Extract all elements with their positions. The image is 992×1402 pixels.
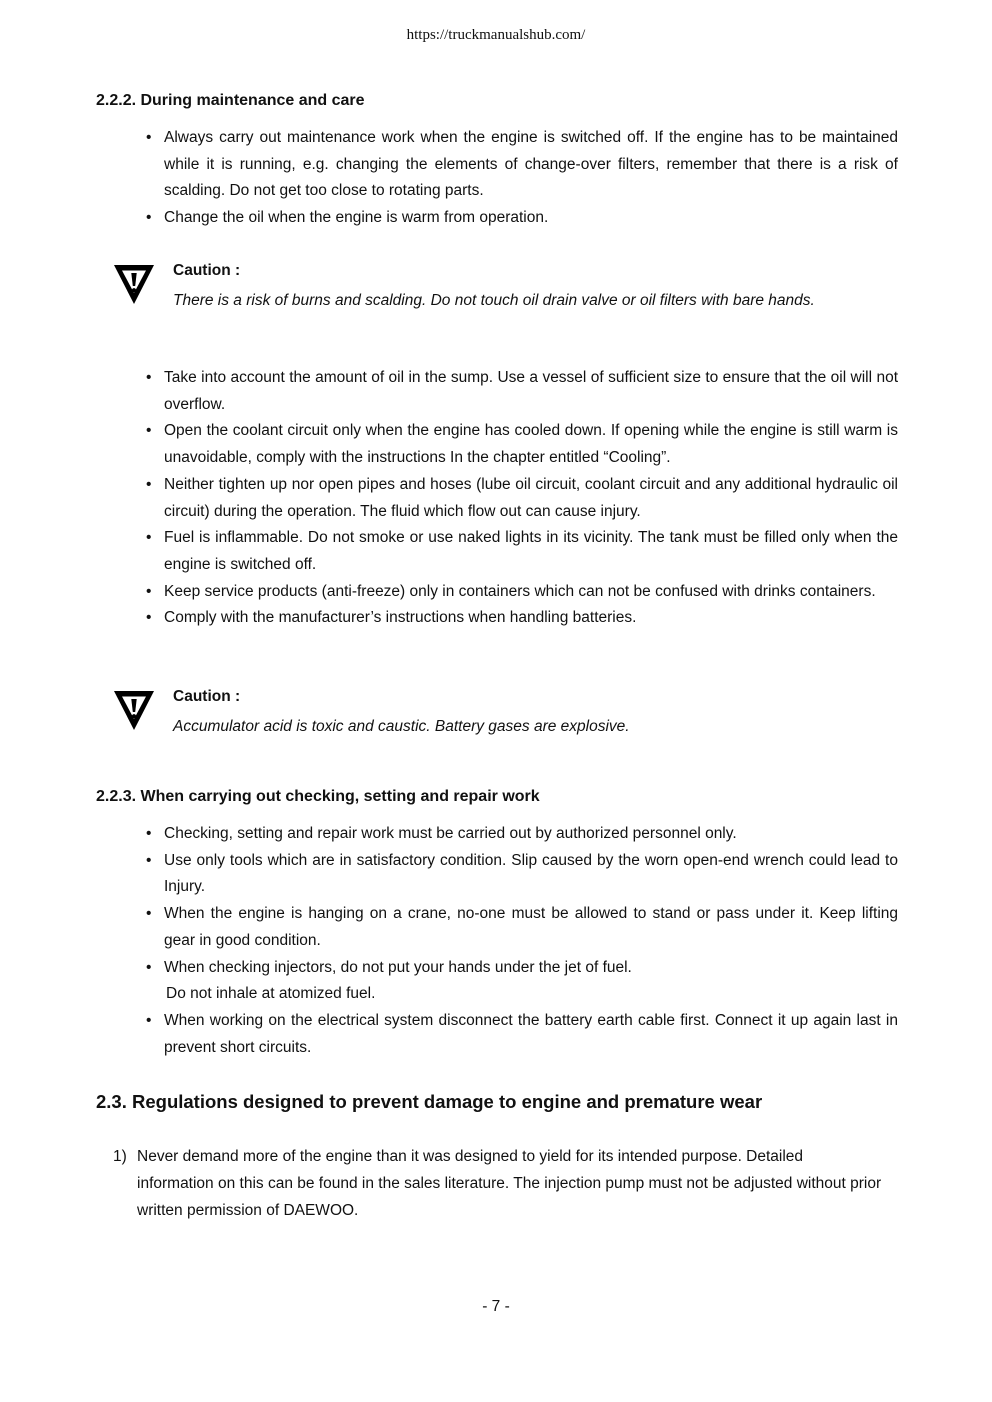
list-item: • Neither tighten up nor open pipes and hoses (lube oil circuit, coolant circuit and any additional hydraulic oil circuit) during the operation. The fluid which flow out can cause injury. <box>146 475 898 520</box>
warning-triangle-icon <box>112 688 156 732</box>
list-item: • Open the coolant circuit only when the engine has cooled down. If opening while the engine is still warm is unavoidable, comply with the instructions In the chapter entitled “Cooling”. <box>146 422 898 467</box>
caution-title: Caution : <box>173 262 241 279</box>
warning-triangle-icon <box>112 262 156 306</box>
header-url: https://truckmanualshub.com/ <box>406 27 586 43</box>
section-2-2-3-title: 2.2.3. When carrying out checking, setting and repair work <box>96 788 540 805</box>
list-item: • When the engine is hanging on a crane, no-one must be allowed to stand or pass under it. Keep lifting gear in good condition. <box>146 905 898 949</box>
list-item: • Take into account the amount of oil in the sump. Use a vessel of sufficient size to ensure that the oil will not overflow. <box>146 369 898 413</box>
list-item: • Always carry out maintenance work when the engine is switched off. If the engine has to be maintained while it is running, e.g. changing the elements of change-over filters, remember that there is a risk of scalding. Do not get too close to rotating parts. <box>146 129 898 200</box>
caution-text: There is a risk of burns and scalding. Do not touch oil drain valve or oil filters with bare hands. <box>173 292 815 309</box>
list-item: • Change the oil when the engine is warm from operation. <box>146 209 549 227</box>
section-2-2-2-title: 2.2.2. During maintenance and care <box>96 92 365 109</box>
maintenance-list-b <box>146 365 898 632</box>
list-item: • When working on the electrical system disconnect the battery earth cable first. Connect it up again last in prevent short circuits. <box>146 1011 898 1056</box>
item-number: 1) <box>113 1148 127 1165</box>
maintenance-list-a <box>146 125 898 232</box>
item-text: Never demand more of the engine than it was designed to yield for its intended purpose. Detailed information on this can be found in the sales literature. The injection pump must not be adjusted without prior written permission of DAEWOO. <box>137 1148 882 1219</box>
list-item: • When checking injectors, do not put your hands under the jet of fuel. Do not inhale at atomized fuel. <box>146 958 632 1003</box>
list-item: • Fuel is inflammable. Do not smoke or use naked lights in its vicinity. The tank must be filled only when the engine is switched off. <box>146 529 898 573</box>
caution-title: Caution : <box>173 688 241 705</box>
caution-text: Accumulator acid is toxic and caustic. Battery gases are explosive. <box>173 718 630 735</box>
page-number: - 7 - <box>482 1298 510 1315</box>
numbered-item <box>113 1143 883 1224</box>
list-item: • Keep service products (anti-freeze) only in containers which can not be confused with drinks containers. <box>146 582 876 600</box>
repair-work-list <box>146 821 898 1061</box>
section-2-3-title: 2.3. Regulations designed to prevent damage to engine and premature wear <box>96 1091 763 1112</box>
list-item: • Comply with the manufacturer’s instructions when handling batteries. <box>146 609 637 627</box>
list-item: • Checking, setting and repair work must be carried out by authorized personnel only. <box>146 825 737 842</box>
list-item: • Use only tools which are in satisfactory condition. Slip caused by the worn open-end wrench could lead to Injury. <box>146 851 898 896</box>
